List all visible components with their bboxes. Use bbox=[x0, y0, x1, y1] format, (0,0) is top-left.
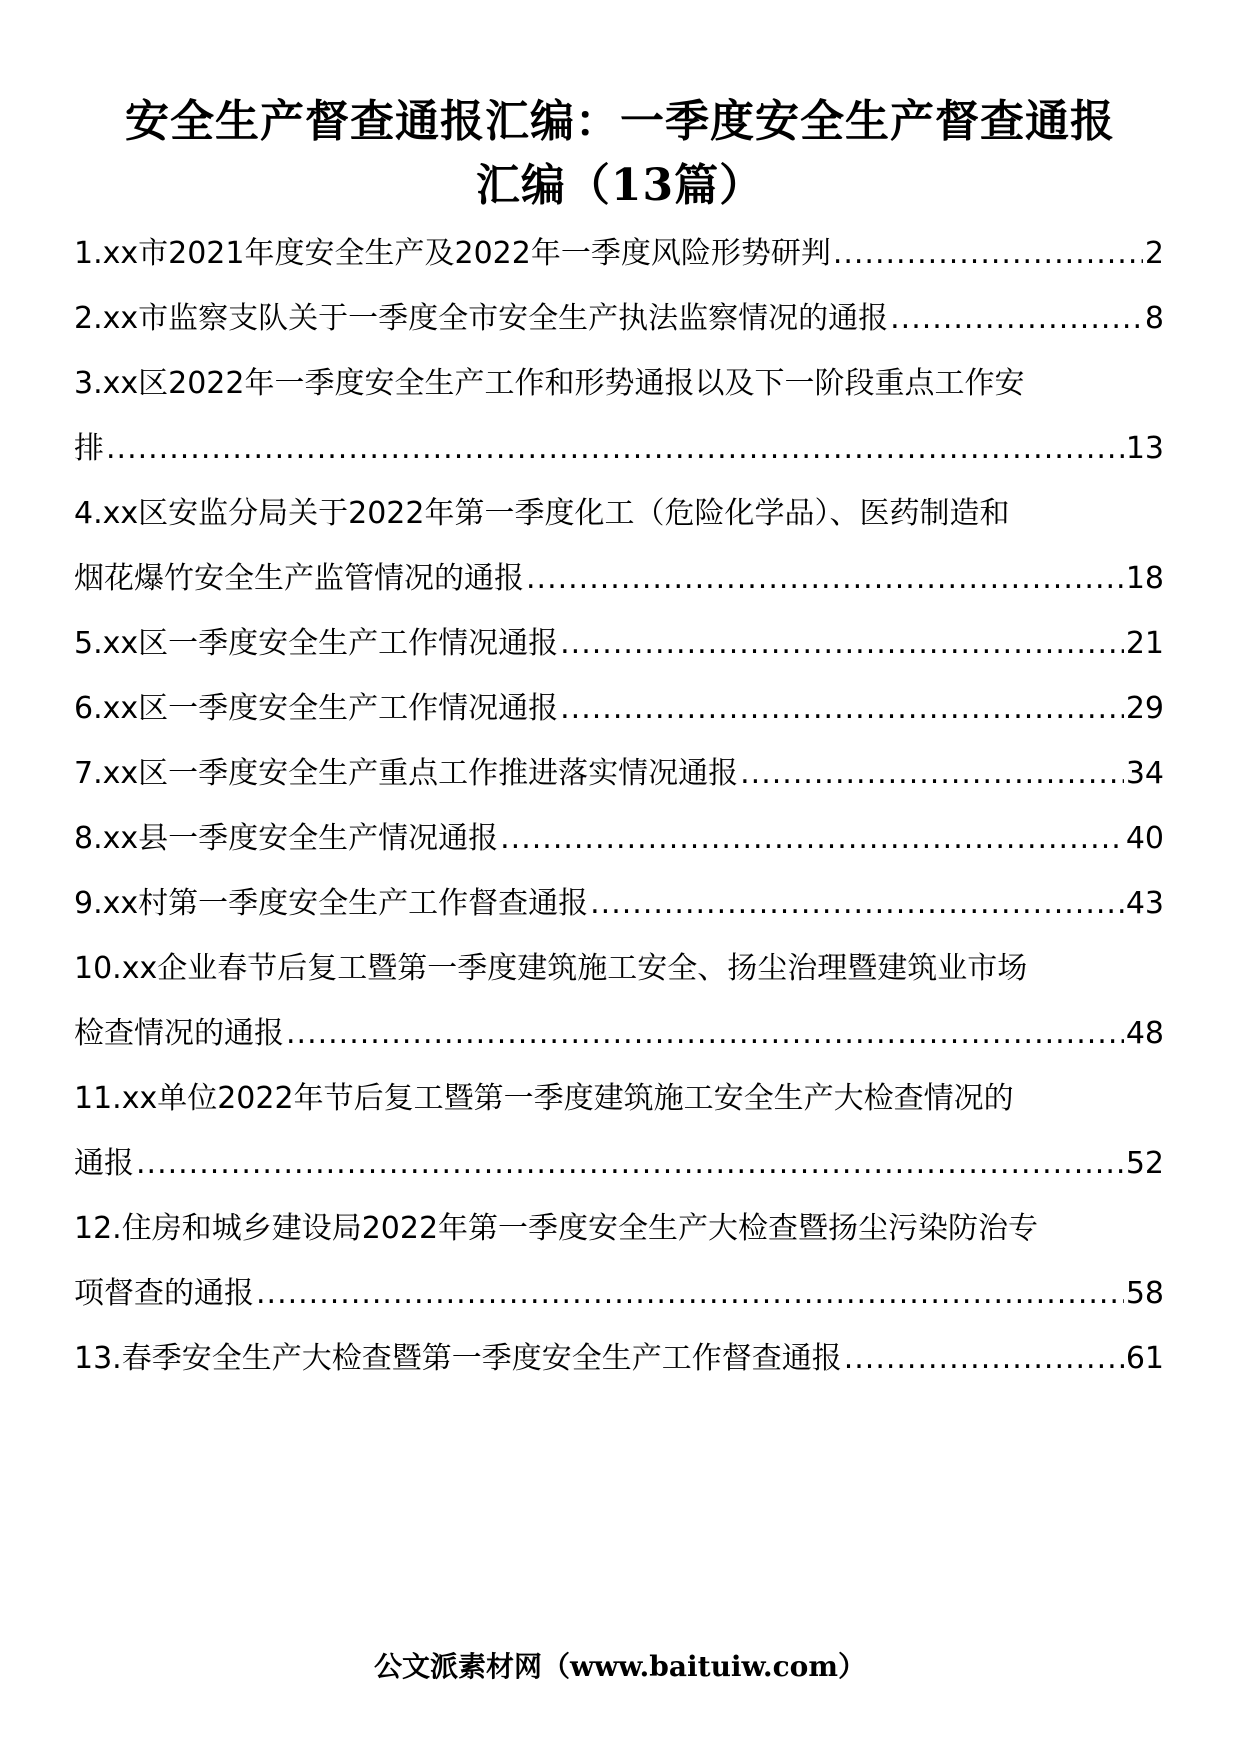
toc-entry-line[interactable] bbox=[74, 416, 1164, 481]
toc-entry-text: 排 bbox=[74, 431, 104, 466]
toc-dot-leader bbox=[526, 546, 1124, 611]
toc-dot-leader bbox=[890, 286, 1143, 351]
toc-page-number: 21 bbox=[1125, 626, 1164, 661]
toc-page-number: 29 bbox=[1125, 691, 1164, 726]
toc-entry-text: 3.xx区2022年一季度安全生产工作和形势通报以及下一阶段重点工作安 bbox=[74, 366, 1025, 401]
toc-entry-text: 2.xx市监察支队关于一季度全市安全生产执法监察情况的通报 bbox=[74, 301, 889, 336]
toc-page-number: 2 bbox=[1144, 236, 1164, 271]
toc-entry-text: 烟花爆竹安全生产监管情况的通报 bbox=[74, 561, 524, 596]
toc-dot-leader bbox=[560, 676, 1124, 741]
toc-entry-text: 项督查的通报 bbox=[74, 1276, 254, 1311]
toc-entry-text: 1.xx市2021年度安全生产及2022年一季度风险形势研判 bbox=[74, 236, 831, 271]
toc-entry-line[interactable] bbox=[74, 1066, 1164, 1131]
toc-entry-text: 检查情况的通报 bbox=[74, 1016, 284, 1051]
toc-entry-text: 6.xx区一季度安全生产工作情况通报 bbox=[74, 691, 559, 726]
toc-entry-line[interactable] bbox=[74, 1001, 1164, 1066]
toc-page-number: 48 bbox=[1125, 1016, 1164, 1051]
toc-entry-text: 7.xx区一季度安全生产重点工作推进落实情况通报 bbox=[74, 756, 739, 791]
toc-entry-text: 11.xx单位2022年节后复工暨第一季度建筑施工安全生产大检查情况的 bbox=[74, 1081, 1014, 1116]
toc-page-number: 40 bbox=[1125, 821, 1164, 856]
toc-entry-line[interactable] bbox=[74, 1261, 1164, 1326]
toc-entry-line[interactable] bbox=[74, 546, 1164, 611]
toc-entry-line[interactable] bbox=[74, 676, 1164, 741]
toc-page-number: 13 bbox=[1125, 431, 1164, 466]
toc-page-number: 18 bbox=[1125, 561, 1164, 596]
toc-dot-leader bbox=[833, 221, 1143, 286]
toc-page-number: 61 bbox=[1125, 1341, 1164, 1376]
toc-entry-text: 8.xx县一季度安全生产情况通报 bbox=[74, 821, 499, 856]
toc-entry-text: 10.xx企业春节后复工暨第一季度建筑施工安全、扬尘治理暨建筑业市场 bbox=[74, 951, 1028, 986]
toc-page-number: 34 bbox=[1125, 756, 1164, 791]
toc-entry-text: 5.xx区一季度安全生产工作情况通报 bbox=[74, 626, 559, 661]
toc-entry-line[interactable] bbox=[74, 806, 1164, 871]
toc-page-number: 43 bbox=[1125, 886, 1164, 921]
toc-page-number: 8 bbox=[1144, 301, 1164, 336]
toc-entry-line[interactable] bbox=[74, 221, 1164, 286]
footer-source: 公文派素材网（www.baituiw.com） bbox=[374, 1650, 866, 1683]
table-of-contents bbox=[74, 221, 1164, 1391]
toc-entry-text: 通报 bbox=[74, 1146, 134, 1181]
toc-entry-line[interactable] bbox=[74, 1326, 1164, 1391]
toc-entry-text: 13.春季安全生产大检查暨第一季度安全生产工作督查通报 bbox=[74, 1341, 842, 1376]
toc-dot-leader bbox=[740, 741, 1124, 806]
toc-dot-leader bbox=[590, 871, 1124, 936]
toc-entry-line[interactable] bbox=[74, 481, 1164, 546]
toc-dot-leader bbox=[560, 611, 1124, 676]
toc-page-number: 58 bbox=[1125, 1276, 1164, 1311]
document-title-line-2: 汇编（13篇） bbox=[475, 160, 765, 211]
toc-dot-leader bbox=[256, 1261, 1124, 1326]
toc-dot-leader bbox=[106, 416, 1124, 481]
toc-entry-line[interactable] bbox=[74, 351, 1164, 416]
toc-entry-line[interactable] bbox=[74, 611, 1164, 676]
toc-page-number: 52 bbox=[1125, 1146, 1164, 1181]
toc-dot-leader bbox=[844, 1326, 1124, 1391]
toc-entry-line[interactable] bbox=[74, 1196, 1164, 1261]
toc-entry-line[interactable] bbox=[74, 871, 1164, 936]
toc-dot-leader bbox=[500, 806, 1124, 871]
toc-dot-leader bbox=[286, 1001, 1124, 1066]
toc-entry-line[interactable] bbox=[74, 936, 1164, 1001]
toc-entry-line[interactable] bbox=[74, 1131, 1164, 1196]
toc-entry-text: 12.住房和城乡建设局2022年第一季度安全生产大检查暨扬尘污染防治专 bbox=[74, 1211, 1039, 1246]
toc-entry-line[interactable] bbox=[74, 286, 1164, 351]
toc-entry-line[interactable] bbox=[74, 741, 1164, 806]
toc-dot-leader bbox=[136, 1131, 1124, 1196]
toc-entry-text: 4.xx区安监分局关于2022年第一季度化工（危险化学品）、医药制造和 bbox=[74, 496, 1010, 531]
document-title-line-1: 安全生产督查通报汇编：一季度安全生产督查通报 bbox=[125, 96, 1115, 147]
toc-entry-text: 9.xx村第一季度安全生产工作督查通报 bbox=[74, 886, 589, 921]
